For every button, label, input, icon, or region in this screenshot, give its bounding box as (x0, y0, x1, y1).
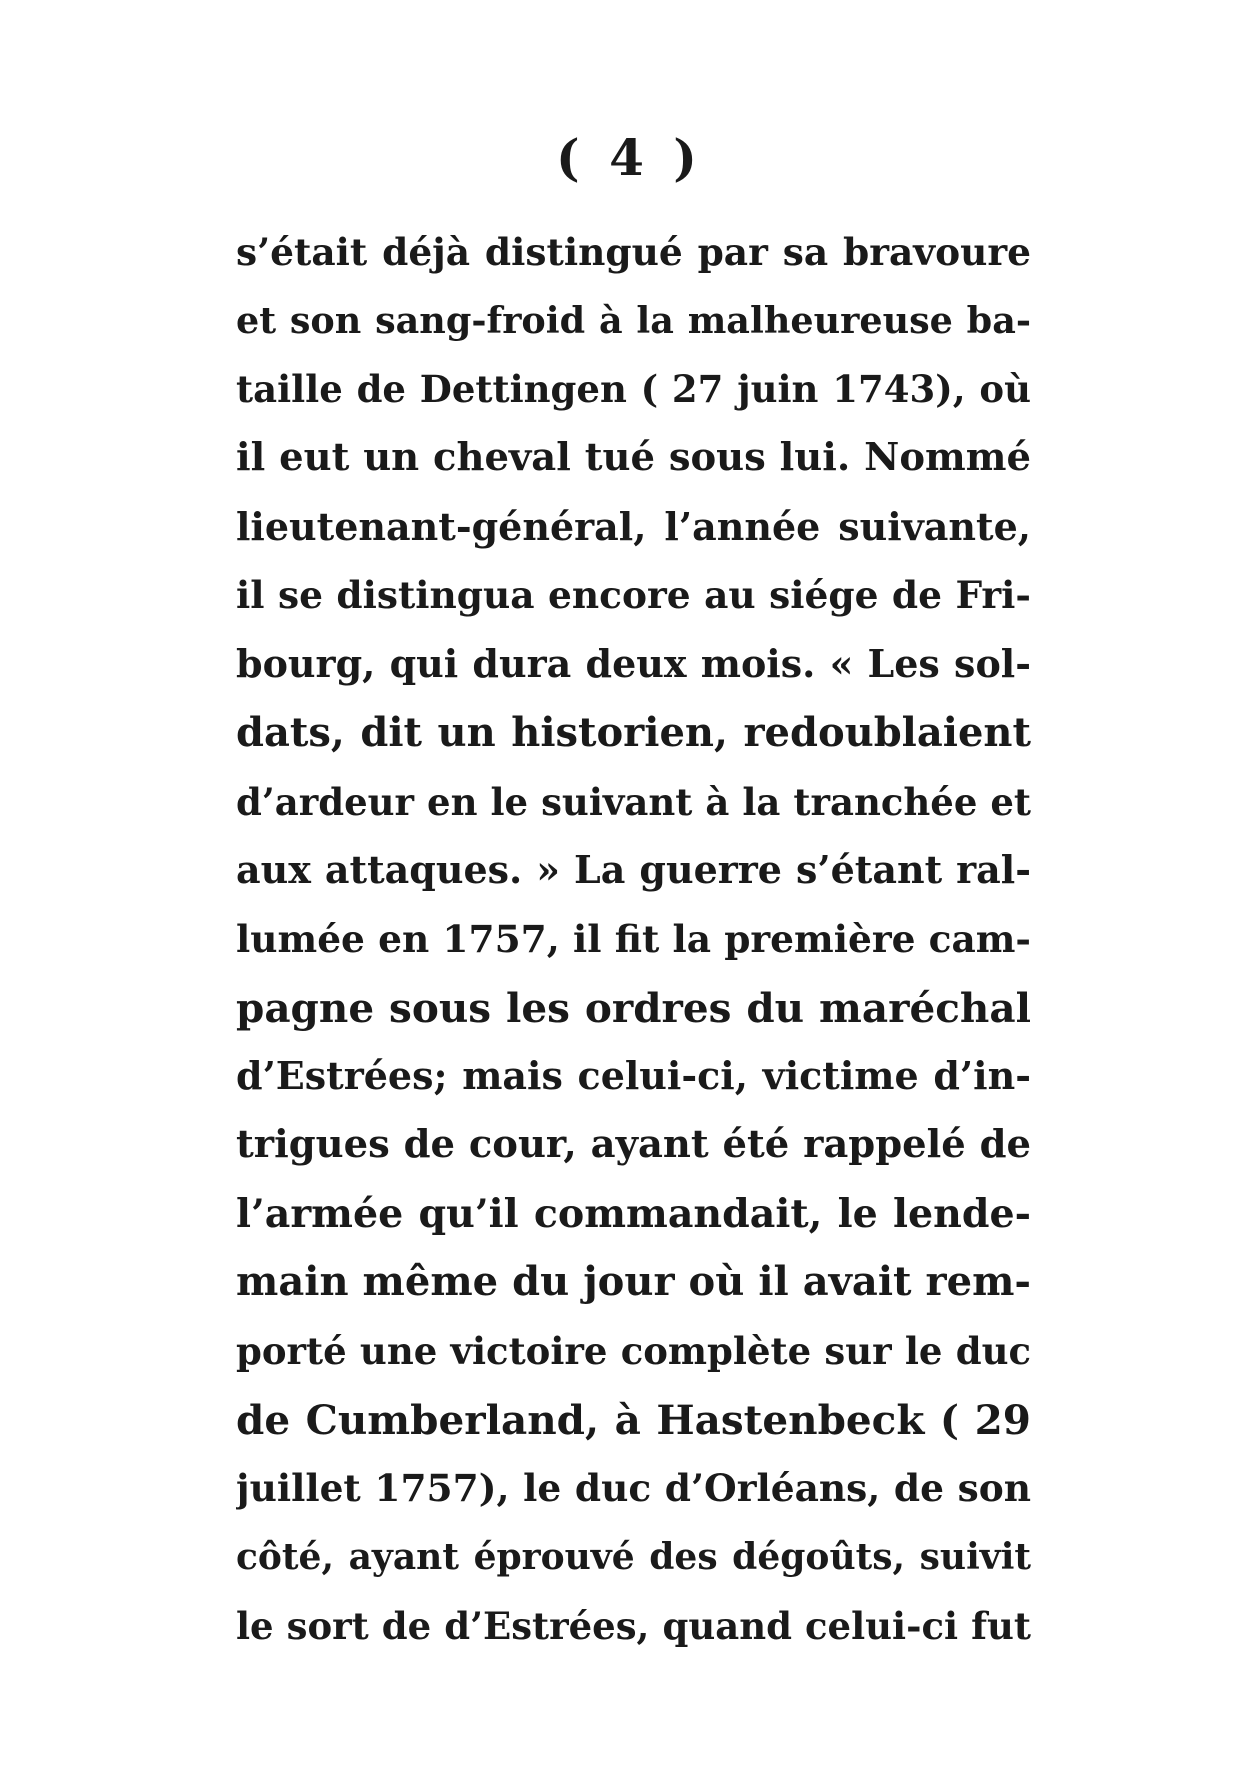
text-line: lumée en 1757, il fit la première cam- (236, 916, 1031, 961)
text-line: aux attaques. » La guerre s’étant ral- (236, 847, 1031, 893)
text-line: taille de Dettingen ( 27 juin 1743), où (236, 367, 1031, 412)
text-line: côté, ayant éprouvé des dégoûts, suivit (236, 1536, 1031, 1579)
body-text (236, 218, 1031, 1660)
text-line: lieutenant-général, l’année suivante, (236, 503, 1031, 549)
text-line: porté une victoire complète sur le duc (236, 1329, 1031, 1373)
text-line: l’armée qu’il commandait, le lende- (236, 1190, 1031, 1237)
page-number: ( 4 ) (556, 128, 703, 187)
text-line: main même du jour où il avait rem- (236, 1258, 1031, 1306)
text-line: il eut un cheval tué sous lui. Nommé (236, 435, 1031, 481)
text-line: s’était déjà distingué par sa bravoure (236, 230, 1031, 274)
text-line: il se distingua encore au siége de Fri- (236, 573, 1031, 618)
text-line: d’ardeur en le suivant à la tranchée et (236, 779, 1031, 824)
text-line: de Cumberland, à Hastenbeck ( 29 (236, 1395, 1031, 1444)
text-line: pagne sous les ordres du maréchal (236, 983, 1031, 1032)
text-line: et son sang-froid à la malheureuse ba- (236, 298, 1031, 342)
text-line: le sort de d’Estrées, quand celui-ci fut (236, 1603, 1031, 1648)
text-line: trigues de cour, ayant été rappelé de (236, 1121, 1031, 1167)
text-line: bourg, qui dura deux mois. « Les sol- (236, 641, 1031, 687)
text-line: d’Estrées; mais celui-ci, victime d’in- (236, 1053, 1031, 1099)
text-line: juillet 1757), le duc d’Orléans, de son (236, 1466, 1031, 1511)
text-line: dats, dit un historien, redoublaient (236, 708, 1031, 756)
